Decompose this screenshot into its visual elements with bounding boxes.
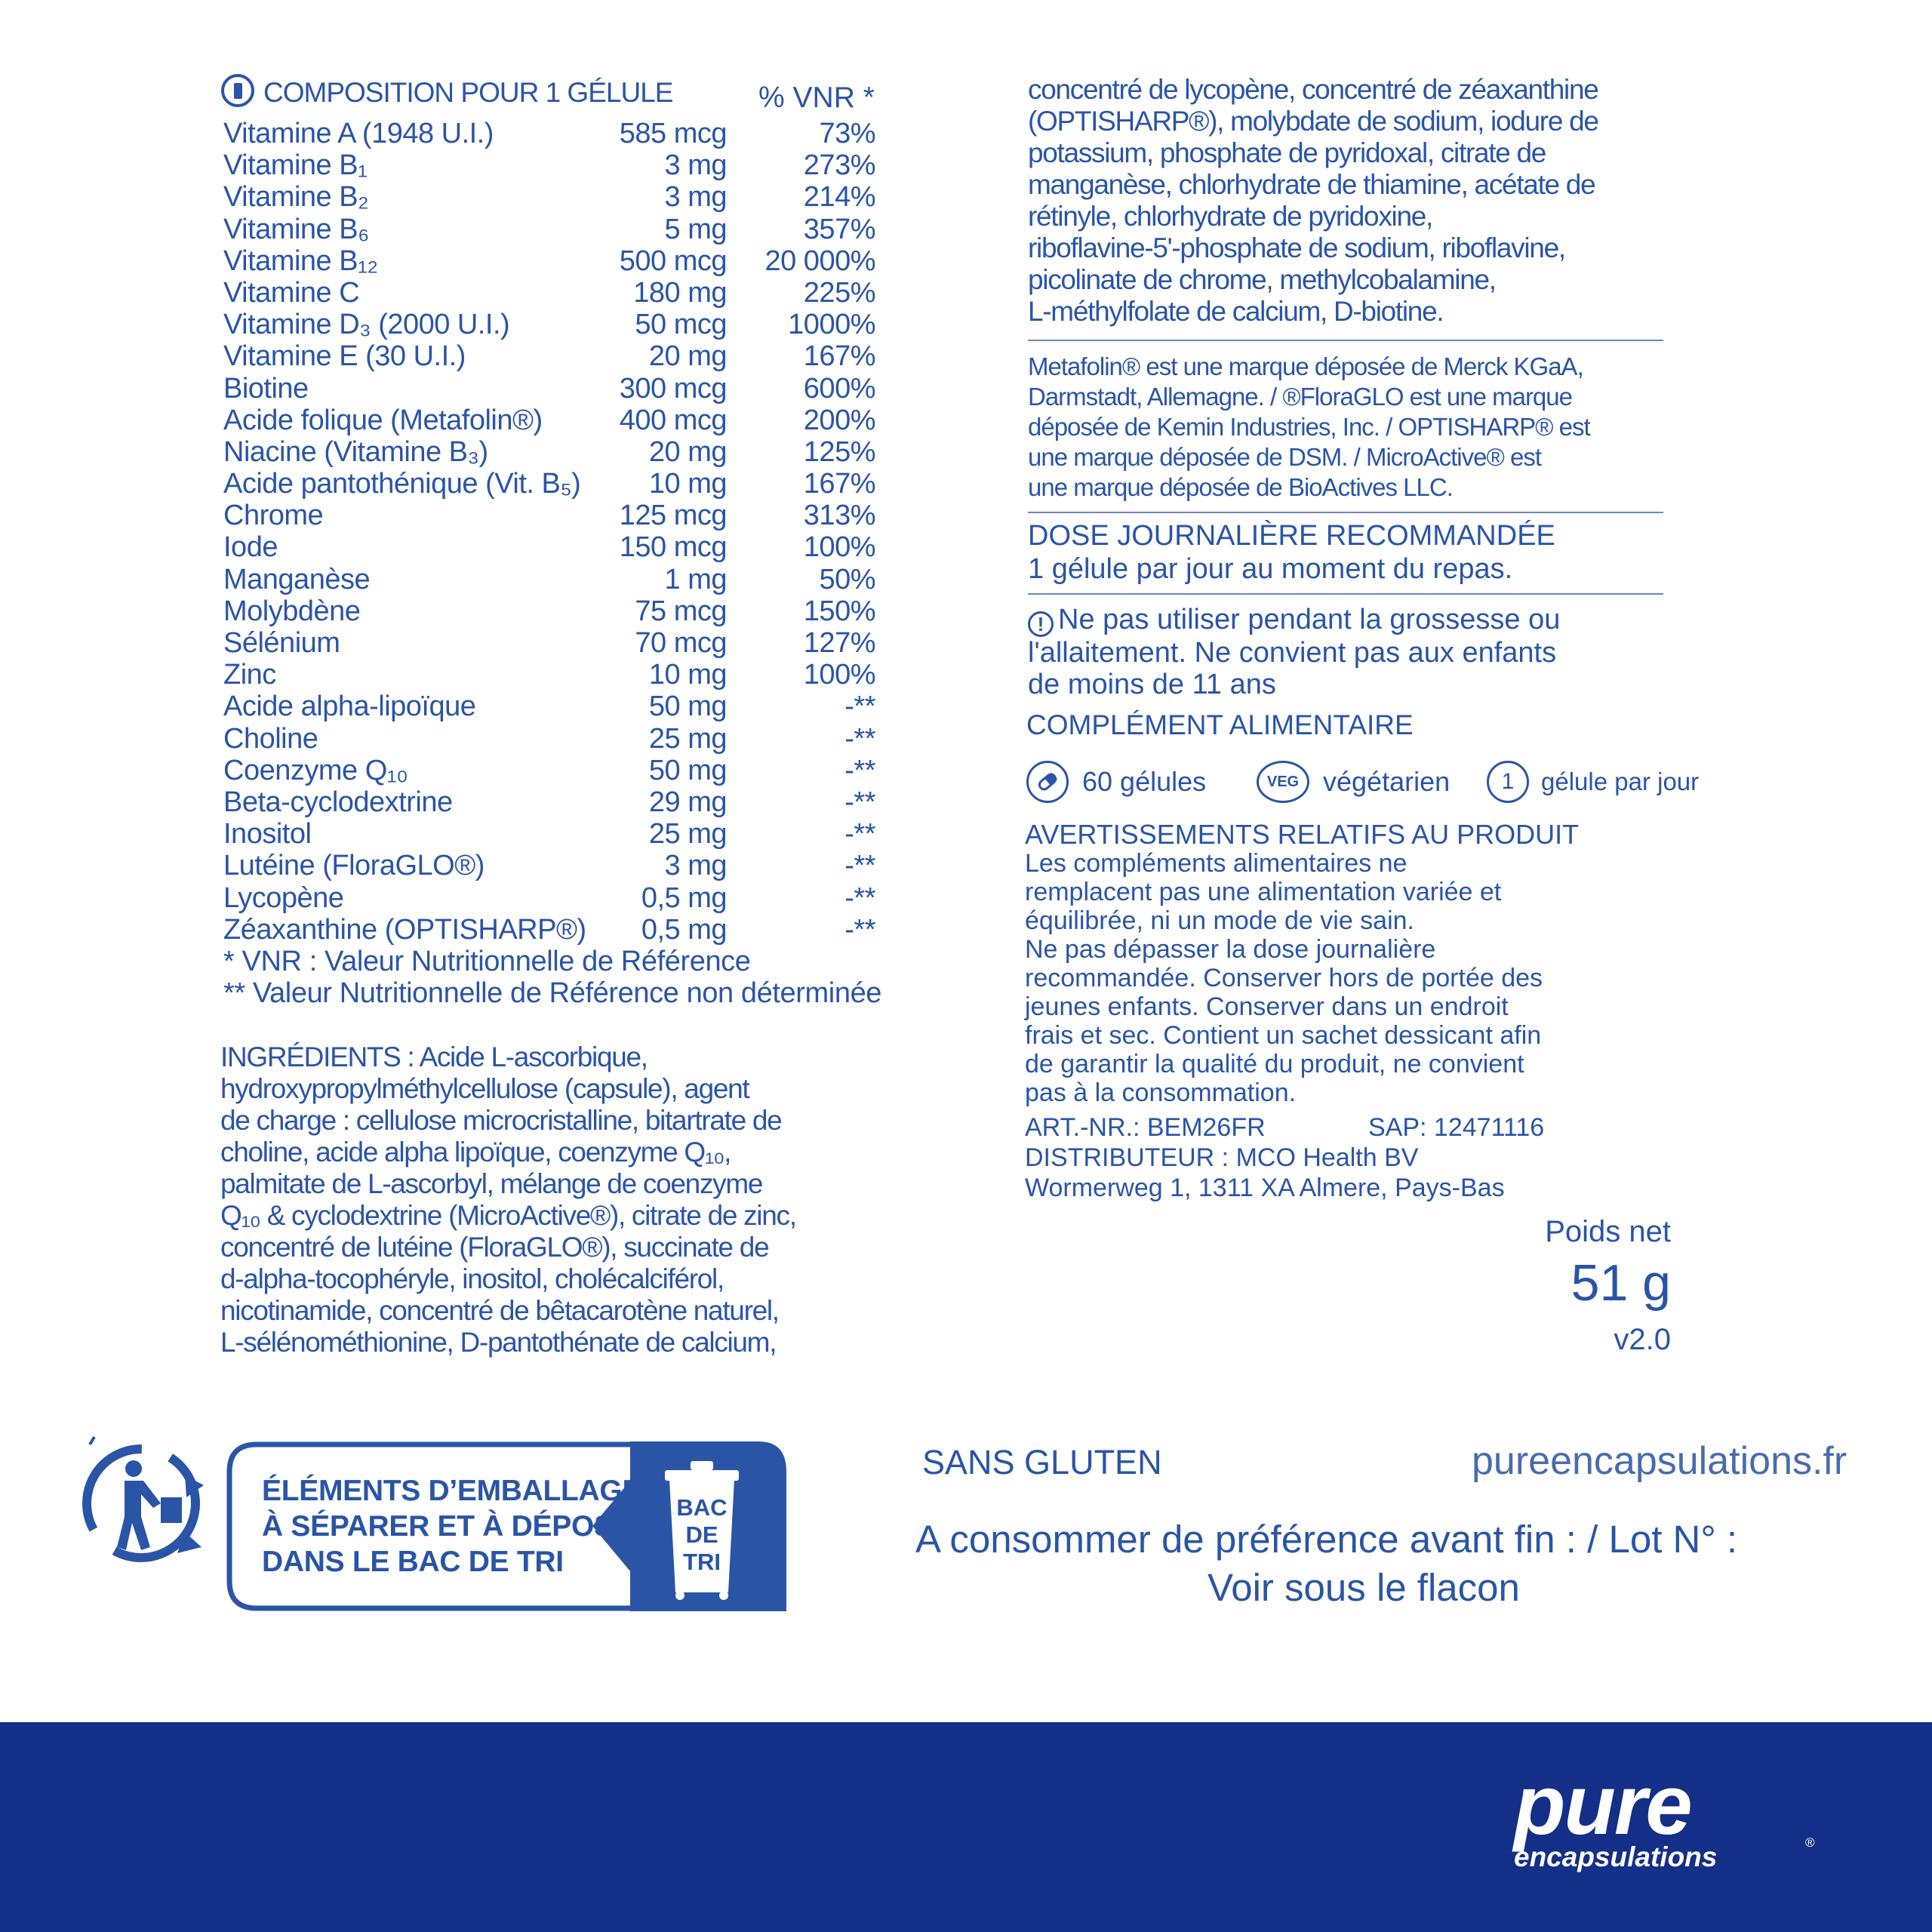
nutrient-amount: 75 mcg bbox=[635, 595, 727, 627]
nutrient-name: Choline bbox=[223, 722, 318, 755]
net-weight-label: Poids net bbox=[1545, 1215, 1671, 1248]
trademarks-notice bbox=[1028, 352, 1663, 503]
gluten-free-label: SANS GLUTEN bbox=[922, 1443, 1162, 1481]
sorting-line: DANS LE BAC DE TRI bbox=[262, 1546, 564, 1578]
nutrient-vnr: 167% bbox=[803, 468, 875, 500]
ingredients-line: (OPTISHARP®), molybdate de sodium, iodure de bbox=[1028, 106, 1598, 137]
trademark-line: une marque déposée de BioActives LLC. bbox=[1028, 473, 1453, 501]
ingredients-line: riboflavine-5'-phosphate de sodium, riboflavine, bbox=[1028, 232, 1565, 263]
nutrient-name: Vitamine B₂ bbox=[223, 181, 369, 214]
nutrient-amount: 50 mcg bbox=[635, 309, 727, 341]
sap-number: SAP: 12471116 bbox=[1368, 1113, 1545, 1142]
nutrient-row bbox=[221, 340, 976, 372]
composition-header bbox=[221, 74, 976, 118]
nutrient-name: Lycopène bbox=[223, 881, 344, 914]
trademark-line: Darmstadt, Allemagne. / ®FloraGLO est une marque bbox=[1028, 383, 1572, 411]
dose-title: DOSE JOURNALIÈRE RECOMMANDÉE bbox=[1028, 520, 1555, 552]
ingredients-line: picolinate de chrome, methylcobalamine, bbox=[1028, 264, 1496, 295]
nutrient-row bbox=[221, 118, 976, 149]
warning-line: Ne pas dépasser la dose journalière bbox=[1025, 935, 1436, 964]
badge-one-per-day bbox=[1487, 761, 1699, 803]
nutrient-vnr: -** bbox=[844, 850, 875, 882]
net-weight bbox=[1358, 1215, 1671, 1357]
ingredients-line: INGRÉDIENTS : Acide L-ascorbique, bbox=[220, 1041, 648, 1072]
nutrient-amount: 0,5 mg bbox=[641, 881, 727, 914]
nutrient-row bbox=[221, 755, 976, 786]
warning-line: pas à la consommation. bbox=[1025, 1078, 1297, 1107]
nutrient-vnr: 125% bbox=[803, 435, 875, 468]
nutrient-name: Vitamine B₁₂ bbox=[223, 245, 378, 277]
footnote-vnr: * VNR : Valeur Nutritionnelle de Référence bbox=[223, 945, 751, 977]
dose-section bbox=[1028, 519, 1663, 586]
nutrient-amount: 1 mg bbox=[664, 563, 727, 595]
ingredients-line: L-méthylfolate de calcium, D-biotine. bbox=[1028, 296, 1444, 327]
nutrient-row bbox=[221, 277, 976, 309]
website-link[interactable]: pureencapsulations.fr bbox=[1472, 1439, 1847, 1483]
composition-title: COMPOSITION POUR 1 GÉLULE bbox=[263, 77, 673, 108]
ingredients-line: Q₁₀ & cyclodextrine (MicroActive®), citrate de zinc, bbox=[220, 1200, 796, 1231]
nutrient-amount: 3 mg bbox=[664, 149, 727, 182]
nutrient-vnr: 214% bbox=[803, 181, 875, 214]
nutrient-row bbox=[221, 627, 976, 659]
brand-logo: pure bbox=[1514, 1758, 1691, 1852]
badge-vegetarian bbox=[1257, 761, 1450, 803]
nutrient-row bbox=[221, 468, 976, 500]
capsule-bottle-icon bbox=[221, 74, 254, 107]
nutrient-row bbox=[221, 309, 976, 340]
distributor: DISTRIBUTEUR : MCO Health BV bbox=[1025, 1143, 1419, 1172]
nutrient-vnr: 167% bbox=[803, 340, 875, 373]
warning-line: jeunes enfants. Conserver dans un endroit bbox=[1025, 992, 1509, 1021]
nutrient-amount: 180 mg bbox=[633, 276, 727, 309]
nutrient-amount: 20 mg bbox=[648, 435, 727, 468]
nutrient-amount: 3 mg bbox=[664, 850, 727, 882]
nutrient-row bbox=[221, 405, 976, 436]
nutrient-row bbox=[221, 659, 976, 691]
nutrient-row bbox=[221, 436, 976, 468]
nutrient-rows bbox=[221, 118, 976, 946]
ingredients-line: nicotinamide, concentré de bêtacarotène naturel, bbox=[220, 1295, 779, 1326]
ingredients-block bbox=[220, 1041, 869, 1358]
nutrient-amount: 10 mg bbox=[648, 468, 727, 500]
nutrient-name: Zinc bbox=[223, 659, 276, 691]
nutrient-amount: 25 mg bbox=[648, 722, 727, 755]
badge-label: 60 gélules bbox=[1082, 766, 1207, 797]
nutrient-name: Acide alpha-lipoïque bbox=[223, 691, 476, 723]
nutrient-name: Sélénium bbox=[223, 627, 340, 659]
nutrient-row bbox=[221, 723, 976, 755]
complement-alimentaire-title: COMPLÉMENT ALIMENTAIRE bbox=[1026, 709, 1414, 740]
nutrient-name: Inositol bbox=[223, 818, 312, 851]
nutrient-vnr: -** bbox=[844, 786, 875, 818]
nutrient-row bbox=[221, 786, 976, 818]
nutrient-amount: 10 mg bbox=[648, 659, 727, 691]
nutrient-row bbox=[221, 181, 976, 213]
nutrient-name: Niacine (Vitamine B₃) bbox=[223, 435, 488, 468]
nutrient-row bbox=[221, 564, 976, 595]
warning-text: Ne pas utiliser pendant la grossesse ou bbox=[1058, 604, 1561, 635]
veg-icon: VEG bbox=[1257, 761, 1309, 803]
warning-line: recommandée. Conserver hors de portée des bbox=[1025, 964, 1543, 992]
warnings-title: AVERTISSEMENTS RELATIFS AU PRODUIT bbox=[1025, 819, 1580, 850]
nutrient-name: Biotine bbox=[223, 372, 309, 405]
right-column bbox=[1028, 74, 1663, 700]
nutrient-name: Vitamine C bbox=[223, 276, 360, 309]
nutrient-vnr: -** bbox=[844, 722, 875, 755]
nutrient-name: Vitamine D₃ (2000 U.I.) bbox=[223, 309, 510, 341]
nutrient-name: Molybdène bbox=[223, 595, 361, 627]
sorting-instruction-panel bbox=[226, 1441, 786, 1611]
nutrient-amount: 585 mcg bbox=[619, 118, 727, 149]
nutrient-amount: 300 mcg bbox=[619, 372, 727, 405]
product-badges bbox=[1026, 761, 1706, 806]
nutrient-amount: 125 mcg bbox=[619, 500, 727, 532]
version-label: v2.0 bbox=[1614, 1323, 1671, 1356]
nutrient-vnr: 20 000% bbox=[764, 245, 875, 277]
nutrient-vnr: -** bbox=[844, 691, 875, 723]
ingredients-line: de charge : cellulose microcristalline, bitartrate de bbox=[220, 1105, 782, 1136]
nutrient-vnr: 150% bbox=[803, 595, 875, 627]
dose-text: 1 gélule par jour au moment du repas. bbox=[1028, 553, 1513, 585]
nutrient-amount: 0,5 mg bbox=[641, 913, 727, 946]
warning-line: équilibrée, ni un mode de vie sain. bbox=[1025, 906, 1414, 935]
ingredients-continued bbox=[1028, 74, 1663, 328]
warning-line: frais et sec. Contient un sachet dessicant afin bbox=[1025, 1021, 1542, 1050]
warning-line: Les compléments alimentaires ne bbox=[1025, 849, 1407, 878]
nutrient-amount: 150 mcg bbox=[619, 531, 727, 564]
nutrient-row bbox=[221, 245, 976, 277]
ingredients-line: manganèse, chlorhydrate de thiamine, acétate de bbox=[1028, 169, 1595, 200]
nutrient-vnr: 600% bbox=[803, 372, 875, 405]
nutrient-row bbox=[221, 373, 976, 405]
nutrient-vnr: 225% bbox=[803, 276, 875, 309]
nutrient-name: Vitamine A (1948 U.I.) bbox=[223, 118, 494, 149]
nutrient-vnr: -** bbox=[844, 818, 875, 851]
warning-line bbox=[1028, 604, 1663, 637]
recycling-person-icon bbox=[72, 1434, 211, 1574]
nutrient-amount: 29 mg bbox=[648, 786, 727, 818]
trademark-line: Metafolin® est une marque déposée de Merck KGaA, bbox=[1028, 352, 1583, 380]
warning-text: l'allaitement. Ne convient pas aux enfants bbox=[1028, 637, 1557, 669]
nutrient-vnr: 73% bbox=[819, 118, 875, 149]
nutrient-amount: 20 mg bbox=[648, 340, 727, 373]
trademark-line: une marque déposée de DSM. / MicroActive® est bbox=[1028, 443, 1541, 471]
sorting-text bbox=[262, 1473, 654, 1580]
nutrient-amount: 50 mg bbox=[648, 691, 727, 723]
nutrient-name: Vitamine B₁ bbox=[223, 149, 368, 182]
bin-label-line: DE bbox=[685, 1521, 718, 1548]
nutrient-name: Zéaxanthine (OPTISHARP®) bbox=[223, 913, 586, 946]
bin-label bbox=[653, 1494, 751, 1576]
nutrient-amount: 3 mg bbox=[664, 181, 727, 214]
registered-mark: ® bbox=[1805, 1835, 1815, 1850]
nutrient-amount: 400 mcg bbox=[619, 404, 727, 436]
footnote-vnr-undetermined: ** Valeur Nutritionnelle de Référence non déterminée bbox=[223, 977, 882, 1009]
nutrient-name: Lutéine (FloraGLO®) bbox=[223, 850, 485, 882]
nutrient-amount: 25 mg bbox=[648, 818, 727, 851]
nutrient-row bbox=[221, 818, 976, 850]
badge-label: gélule par jour bbox=[1541, 768, 1700, 795]
exclamation-circle-icon: ! bbox=[1028, 611, 1054, 637]
divider bbox=[1028, 512, 1663, 513]
nutrient-row bbox=[221, 531, 976, 563]
distributor-address: Wormerweg 1, 1311 XA Almere, Pays-Bas bbox=[1025, 1174, 1505, 1202]
nutrient-name: Chrome bbox=[223, 500, 324, 532]
nutrient-vnr: 50% bbox=[819, 563, 875, 595]
nutrient-row bbox=[221, 214, 976, 245]
nutrient-name: Manganèse bbox=[223, 563, 371, 595]
nutrient-vnr: -** bbox=[844, 913, 875, 946]
warning-line: de garantir la qualité du produit, ne convient bbox=[1025, 1050, 1524, 1078]
best-before-label: A consommer de préférence avant fin : / Lot N° : bbox=[915, 1518, 1738, 1561]
nutrient-vnr: 200% bbox=[803, 404, 875, 436]
badge-label: végétarien bbox=[1323, 766, 1451, 797]
ingredients-line: palmitate de L-ascorbyl, mélange de coenzyme bbox=[220, 1168, 763, 1199]
nutrient-vnr: -** bbox=[844, 754, 875, 786]
brand-logo-subtitle: encapsulations bbox=[1514, 1841, 1718, 1872]
ingredients-line: concentré de lutéine (FloraGLO®), succinate de bbox=[220, 1232, 769, 1263]
nutrient-row bbox=[221, 914, 976, 946]
warning-line bbox=[1028, 637, 1663, 669]
nutrient-amount: 500 mcg bbox=[619, 245, 727, 277]
composition-table bbox=[221, 74, 976, 1009]
article-number: ART.-NR.: BEM26FR bbox=[1025, 1113, 1266, 1142]
warning-text: de moins de 11 ans bbox=[1028, 669, 1276, 700]
ingredients-line: d-alpha-tocophéryle, inositol, cholécalciférol, bbox=[220, 1263, 724, 1294]
product-warnings bbox=[1025, 820, 1674, 1107]
one-per-day-icon: 1 bbox=[1487, 761, 1529, 803]
warning-line: remplacent pas une alimentation variée et bbox=[1025, 878, 1502, 906]
sorting-line: ÉLÉMENTS D’EMBALLAGE bbox=[262, 1475, 642, 1507]
ingredients-line: rétinyle, chlorhydrate de pyridoxine, bbox=[1028, 201, 1432, 232]
nutrient-vnr: 100% bbox=[803, 531, 875, 564]
nutrient-row bbox=[221, 691, 976, 722]
nutrient-name: Acide folique (Metafolin®) bbox=[223, 404, 543, 436]
ingredients-line: concentré de lycopène, concentré de zéaxanthine bbox=[1028, 74, 1598, 105]
trademark-line: déposée de Kemin Industries, Inc. / OPTISHARP® est bbox=[1028, 413, 1590, 441]
ingredients-lines bbox=[220, 1041, 869, 1358]
net-weight-value: 51 g bbox=[1571, 1254, 1671, 1312]
brand-footer bbox=[0, 1722, 1932, 1932]
ingredients-line: L-sélénométhionine, D-pantothénate de calcium, bbox=[220, 1327, 777, 1358]
nutrient-row bbox=[221, 500, 976, 531]
nutrient-name: Coenzyme Q₁₀ bbox=[223, 754, 408, 786]
nutrient-vnr: -** bbox=[844, 881, 875, 914]
nutrient-row bbox=[221, 850, 976, 881]
nutrient-amount: 5 mg bbox=[664, 213, 727, 245]
nutrient-row bbox=[221, 595, 976, 627]
nutrient-row bbox=[221, 149, 976, 181]
nutrient-vnr: 100% bbox=[803, 659, 875, 691]
nutrient-amount: 70 mcg bbox=[635, 627, 727, 659]
ingredients-line: potassium, phosphate de pyridoxal, citrate de bbox=[1028, 137, 1546, 168]
nutrient-name: Vitamine B₆ bbox=[223, 213, 369, 245]
nutrient-name: Acide pantothénique (Vit. B₅) bbox=[223, 468, 581, 500]
warnings-lines bbox=[1025, 849, 1674, 1107]
vnr-column-header: % VNR * bbox=[758, 82, 875, 114]
bin-label-line: BAC bbox=[676, 1494, 728, 1521]
divider bbox=[1028, 340, 1663, 341]
warning-section bbox=[1028, 604, 1663, 700]
nutrient-name: Vitamine E (30 U.I.) bbox=[223, 340, 466, 373]
nutrient-vnr: 357% bbox=[803, 213, 875, 245]
nutrient-vnr: 1000% bbox=[788, 309, 875, 341]
sorting-line: À SÉPARER ET À DÉPOSER bbox=[262, 1510, 654, 1543]
nutrient-name: Beta-cyclodextrine bbox=[223, 786, 453, 818]
nutrient-amount: 50 mg bbox=[648, 754, 727, 786]
nutrient-vnr: 313% bbox=[803, 500, 875, 532]
nutrient-row bbox=[221, 882, 976, 914]
nutrient-vnr: 273% bbox=[803, 149, 875, 182]
ingredients-line: hydroxypropylméthylcellulose (capsule), agent bbox=[220, 1073, 749, 1104]
best-before-location: Voir sous le flacon bbox=[1208, 1566, 1520, 1609]
nutrient-vnr: 127% bbox=[803, 627, 875, 659]
badge-capsules bbox=[1026, 761, 1206, 803]
nutrient-name: Iode bbox=[223, 531, 278, 564]
warning-line bbox=[1028, 669, 1663, 700]
capsule-icon bbox=[1026, 761, 1069, 803]
ingredients-line: choline, acide alpha lipoïque, coenzyme Q₁₀, bbox=[220, 1137, 731, 1168]
bin-label-line: TRI bbox=[683, 1549, 721, 1575]
divider bbox=[1028, 593, 1663, 595]
product-codes bbox=[1025, 1112, 1674, 1203]
